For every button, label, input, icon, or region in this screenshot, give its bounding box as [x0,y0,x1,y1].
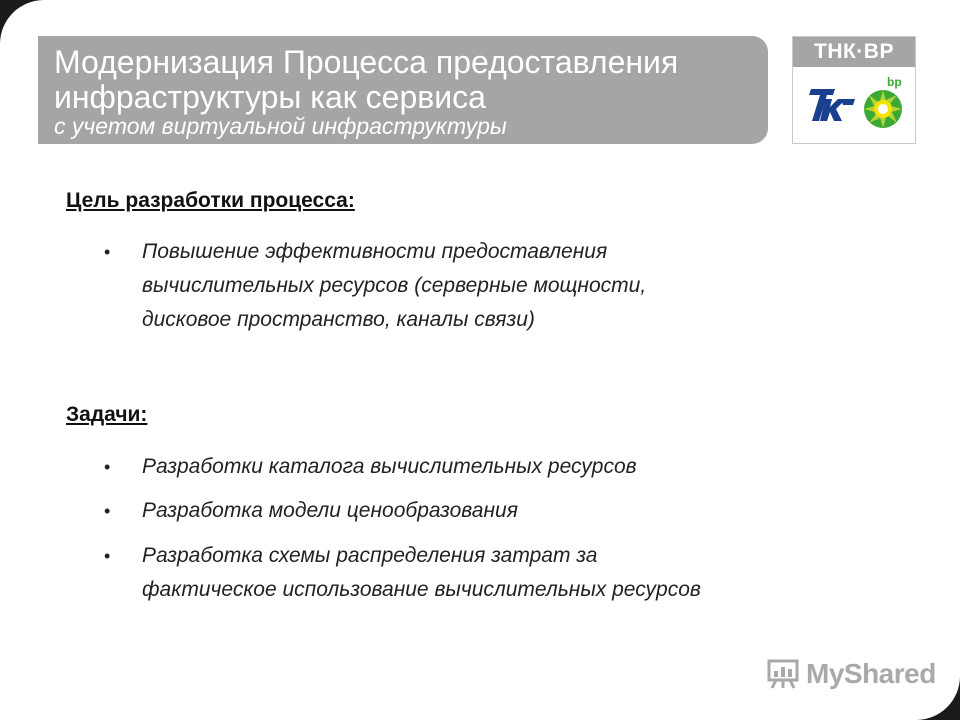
watermark [766,656,936,692]
goal-bullet-1-dot: • [104,242,111,262]
tnk-logo-icon [805,83,857,127]
bp-helios-icon [863,89,903,129]
title-bar [38,36,768,144]
goal-heading: Цель разработки процесса: [66,189,355,212]
task-bullet-1: Разработки каталога вычислительных ресурсов [142,455,637,478]
subtitle: с учетом виртуальной инфраструктуры [54,113,507,139]
tasks-heading: Задачи: [66,403,148,426]
task-bullet-2: Разработка модели ценообразования [142,499,518,522]
task-bullet-3: Разработка схемы распределения затрат за фактическое использование вычислительных ресурсов [142,544,701,601]
presentation-board-icon [766,658,800,690]
task-bullet-1-dot: • [104,457,111,477]
watermark-text: MyShared [806,658,936,689]
logo-header: ТНК·BP [793,37,915,67]
task-bullet-3-dot: • [104,546,111,566]
goal-bullet-1: Повышение эффективности предоставления вычислительных ресурсов (серверные мощности, дисковое пространство, каналы связи) [142,240,647,331]
bp-wordmark: bp [887,75,902,89]
task-bullet-2-dot: • [104,501,111,521]
title-line-1: Модернизация Процесса предоставления [54,44,679,80]
company-logo [792,36,916,144]
title-line-2: инфраструктуры как сервиса [54,79,486,115]
